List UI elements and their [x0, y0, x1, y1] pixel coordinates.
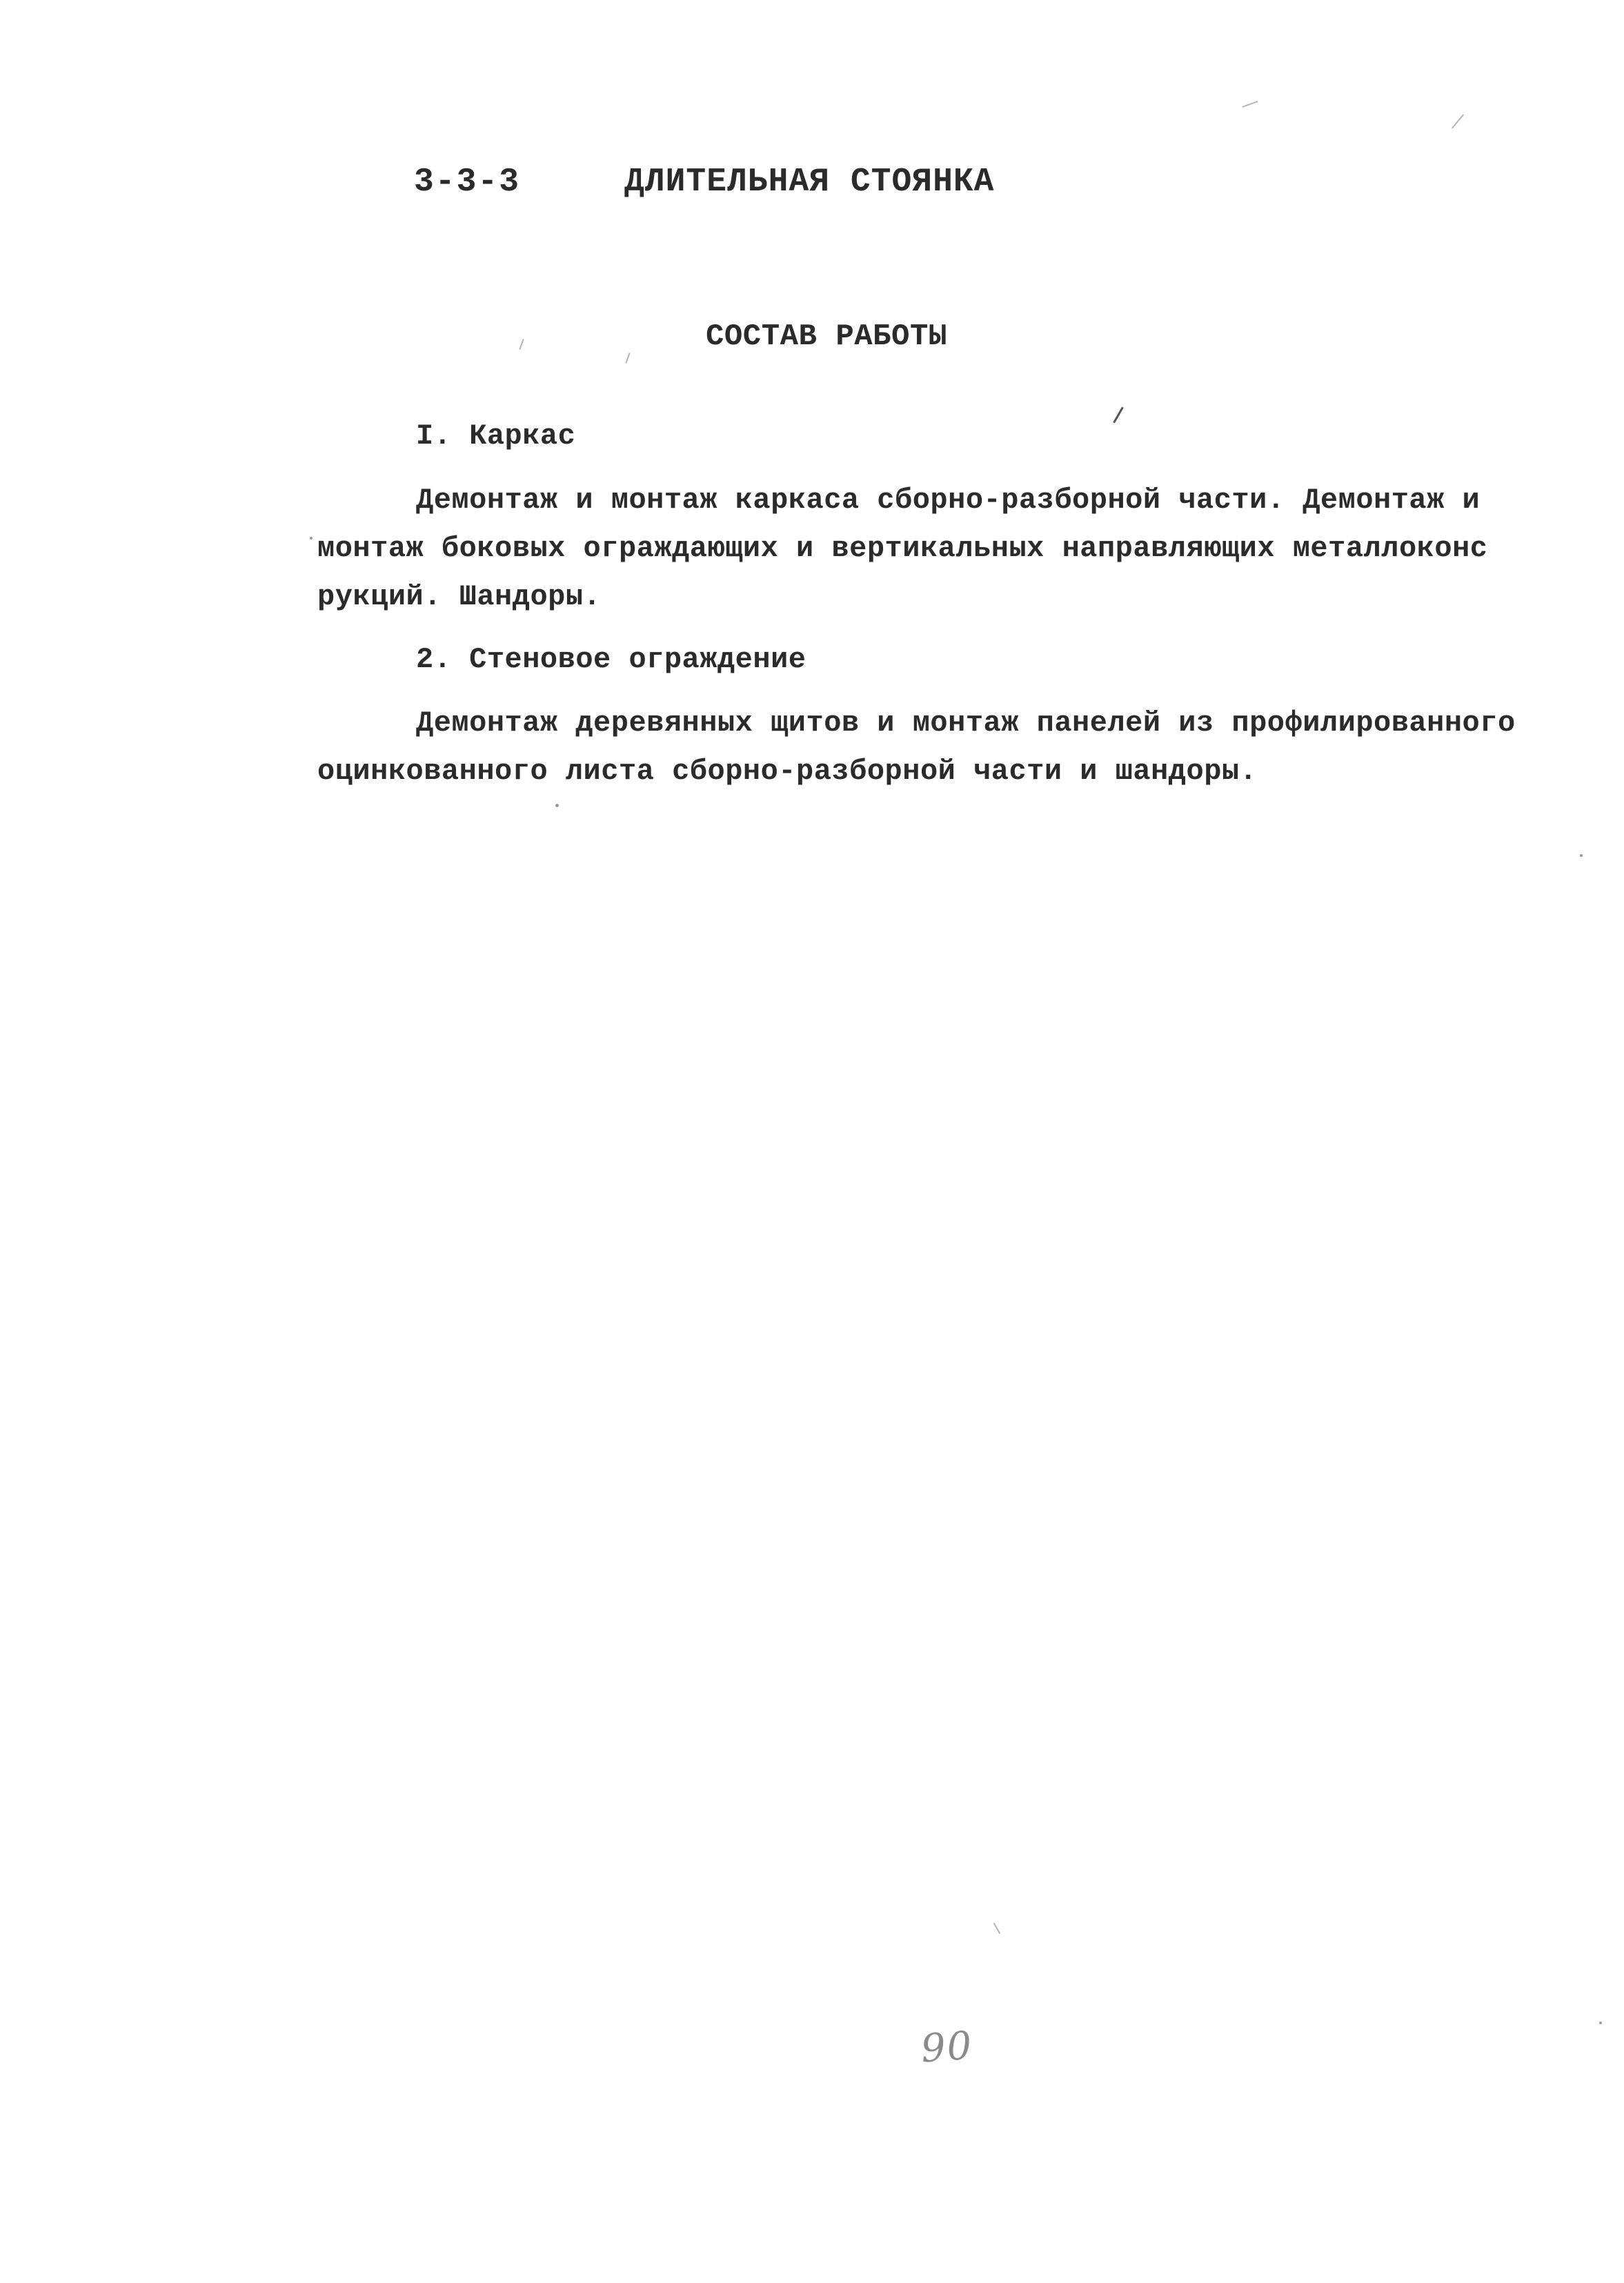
scan-speck — [1580, 854, 1583, 857]
scan-mark — [625, 353, 630, 364]
scan-mark — [1113, 406, 1124, 423]
item-frame-text-line: рукций. Шандоры. — [317, 580, 602, 613]
handwritten-page-number: 90 — [919, 2023, 975, 2072]
scan-speck — [310, 537, 313, 540]
section-number: 3-3-3 — [414, 164, 521, 201]
section-title: ДЛИТЕЛЬНАЯ СТОЯНКА — [624, 164, 995, 201]
scan-mark — [1242, 101, 1258, 108]
scan-mark — [993, 1923, 1001, 1935]
item-heading-frame: I. Каркас — [416, 419, 576, 453]
item-wall-text-line: Демонтаж деревянных щитов и монтаж панелей из профилированного — [416, 706, 1516, 740]
item-frame-text-line: монтаж боковых ограждающих и вертикальных направляющих металлоконс — [317, 532, 1488, 565]
item-frame-text-line: Демонтаж и монтаж каркаса сборно-разборной части. Демонтаж и — [416, 484, 1481, 517]
scan-mark — [1452, 114, 1464, 128]
scan-mark — [519, 339, 524, 350]
item-wall-text-line: оцинкованного листа сборно-разборной части и шандоры. — [317, 755, 1258, 788]
item-heading-wall-enclosure: 2. Стеновое ограждение — [416, 643, 806, 676]
scan-speck — [1599, 2022, 1602, 2024]
scan-speck — [555, 804, 559, 807]
work-composition-heading: СОСТАВ РАБОТЫ — [706, 319, 947, 354]
